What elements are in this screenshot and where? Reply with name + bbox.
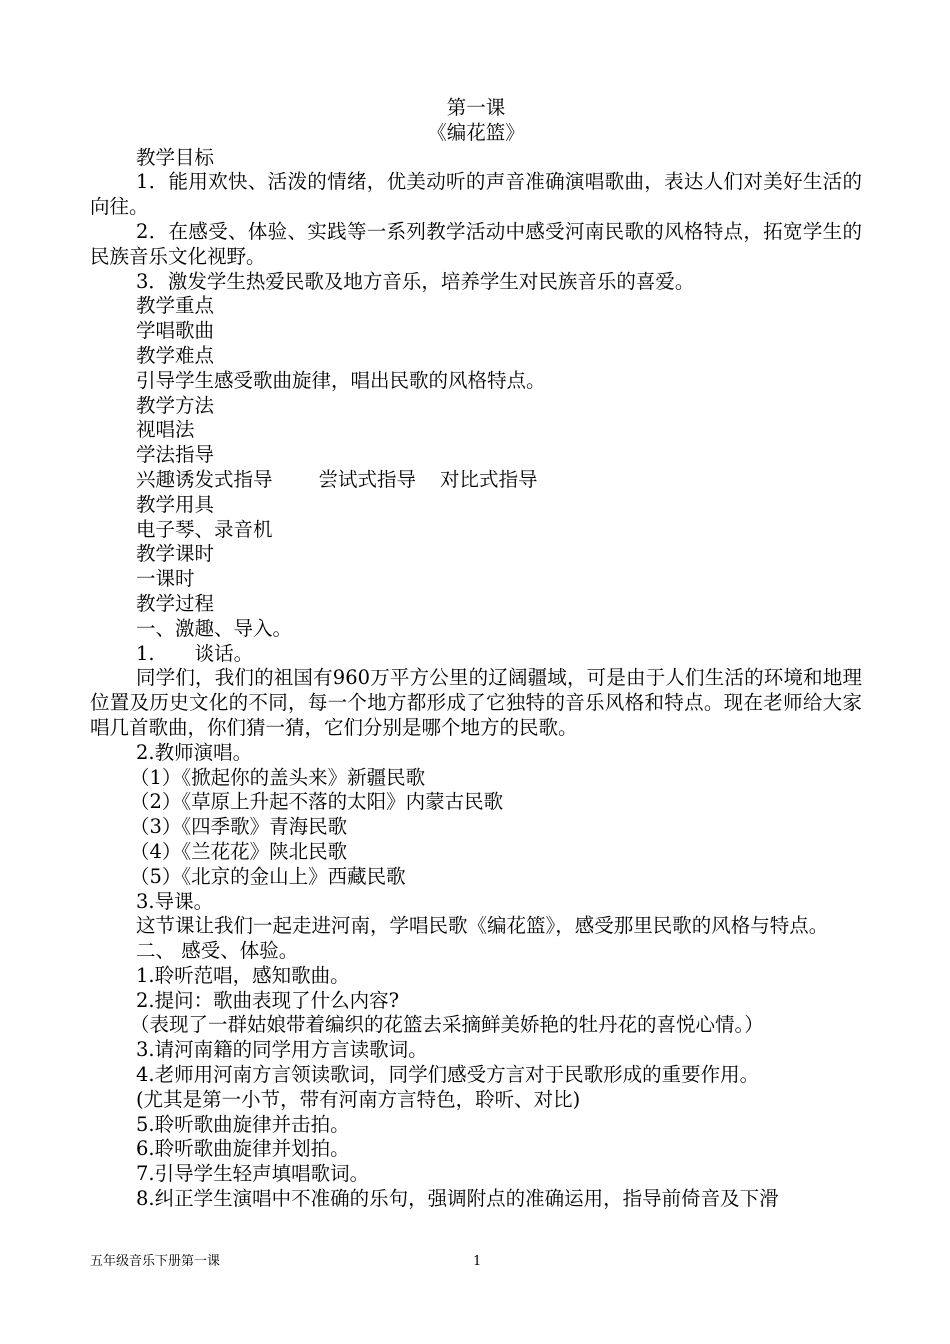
section-1-item-3: 3.导课。 xyxy=(136,889,214,913)
goal-3: 3．激发学生热爱民歌及地方音乐，培养学生对民族音乐的喜爱。 xyxy=(136,269,695,293)
method-text: 视唱法 xyxy=(136,418,195,442)
hours-heading: 教学课时 xyxy=(136,542,215,566)
section-2-heading: 二、 感受、体验。 xyxy=(136,939,299,963)
tools-text: 电子琴、录音机 xyxy=(136,517,273,541)
method-heading: 教学方法 xyxy=(136,393,215,417)
section-2-step: 7.引导学生轻声填唱歌词。 xyxy=(136,1162,370,1186)
study-items xyxy=(90,468,862,493)
key-text: 学唱歌曲 xyxy=(136,319,215,343)
section-1-intro: 这节课让我们一起走进河南，学唱民歌《编花篮》，感受那里民歌的风格与特点。 xyxy=(136,914,829,938)
goal-1: 1．能用欢快、活泼的情绪，优美动听的声音准确演唱歌曲，表达人们对美好生活的向往。 xyxy=(90,170,862,219)
song-item: （1）《掀起你的盖头来》新疆民歌 xyxy=(130,765,426,789)
song-title: 《编花篮》 xyxy=(427,120,525,144)
section-2-step: 4.老师用河南方言领读歌词，同学们感受方言对于民歌形成的重要作用。 xyxy=(136,1063,760,1087)
section-2-step: 1.聆听范唱，感知歌曲。 xyxy=(136,963,350,987)
study-item: 尝试式指导 xyxy=(318,467,417,491)
lesson-content xyxy=(90,96,862,1212)
section-2-step: 2.提问：歌曲表现了什么内容? xyxy=(136,988,400,1012)
difficulty-text: 引导学生感受歌曲旋律，唱出民歌的风格特点。 xyxy=(136,368,546,392)
song-item: （4）《兰花花》陕北民歌 xyxy=(130,839,348,863)
page-number: 1 xyxy=(473,1254,482,1269)
section-2-step: (尤其是第一小节，带有河南方言特色，聆听、对比) xyxy=(136,1087,581,1111)
song-item: （3）《四季歌》青海民歌 xyxy=(130,815,348,839)
section-2-step: 3.请河南籍的同学用方言读歌词。 xyxy=(136,1038,428,1062)
section-1-item-1 xyxy=(90,642,862,667)
goal-heading: 教学目标 xyxy=(136,145,215,169)
footer-text: 五年级音乐下册第一课 xyxy=(90,1254,221,1269)
section-1-item-2: 2.教师演唱。 xyxy=(136,740,253,764)
process-heading: 教学过程 xyxy=(136,591,215,615)
study-item: 对比式指导 xyxy=(440,467,538,491)
hours-text: 一课时 xyxy=(136,567,195,591)
study-item: 兴趣诱发式指导 xyxy=(136,467,273,491)
section-2-step: 5.聆听歌曲旋律并击拍。 xyxy=(136,1112,350,1136)
section-2-step: 6.聆听歌曲旋律并划拍。 xyxy=(136,1137,350,1161)
section-2-step: 8.纠正学生演唱中不准确的乐句，强调附点的准确运用，指导前倚音及下滑 xyxy=(136,1187,779,1211)
item-text: 谈话。 xyxy=(194,641,254,665)
key-heading: 教学重点 xyxy=(136,294,215,318)
section-2-step: （表现了一群姑娘带着编织的花篮去采摘鲜美娇艳的牡丹花的喜悦心情。） xyxy=(130,1013,764,1037)
song-item: （2）《草原上升起不落的太阳》内蒙古民歌 xyxy=(130,790,504,814)
section-1-talk: 同学们，我们的祖国有960万平方公里的辽阔疆域，可是由于人们生活的环境和地理位置及历史文化的不同，每一个地方都形成了它独特的音乐风格和特点。现在老师给大家唱几首歌曲，你们猜一猜，它们分别是哪个地方的民歌。 xyxy=(90,666,862,739)
song-item: （5）《北京的金山上》西藏民歌 xyxy=(130,864,406,888)
section-1-heading: 一、激趣、导入。 xyxy=(136,616,293,640)
goal-2: 2．在感受、体验、实践等一系列教学活动中感受河南民歌的风格特点，拓宽学生的民族音乐文化视野。 xyxy=(90,219,862,268)
study-heading: 学法指导 xyxy=(136,443,215,467)
item-number: 1. xyxy=(136,641,155,665)
difficulty-heading: 教学难点 xyxy=(136,343,215,367)
tools-heading: 教学用具 xyxy=(136,492,215,516)
lesson-number: 第一课 xyxy=(446,96,506,119)
